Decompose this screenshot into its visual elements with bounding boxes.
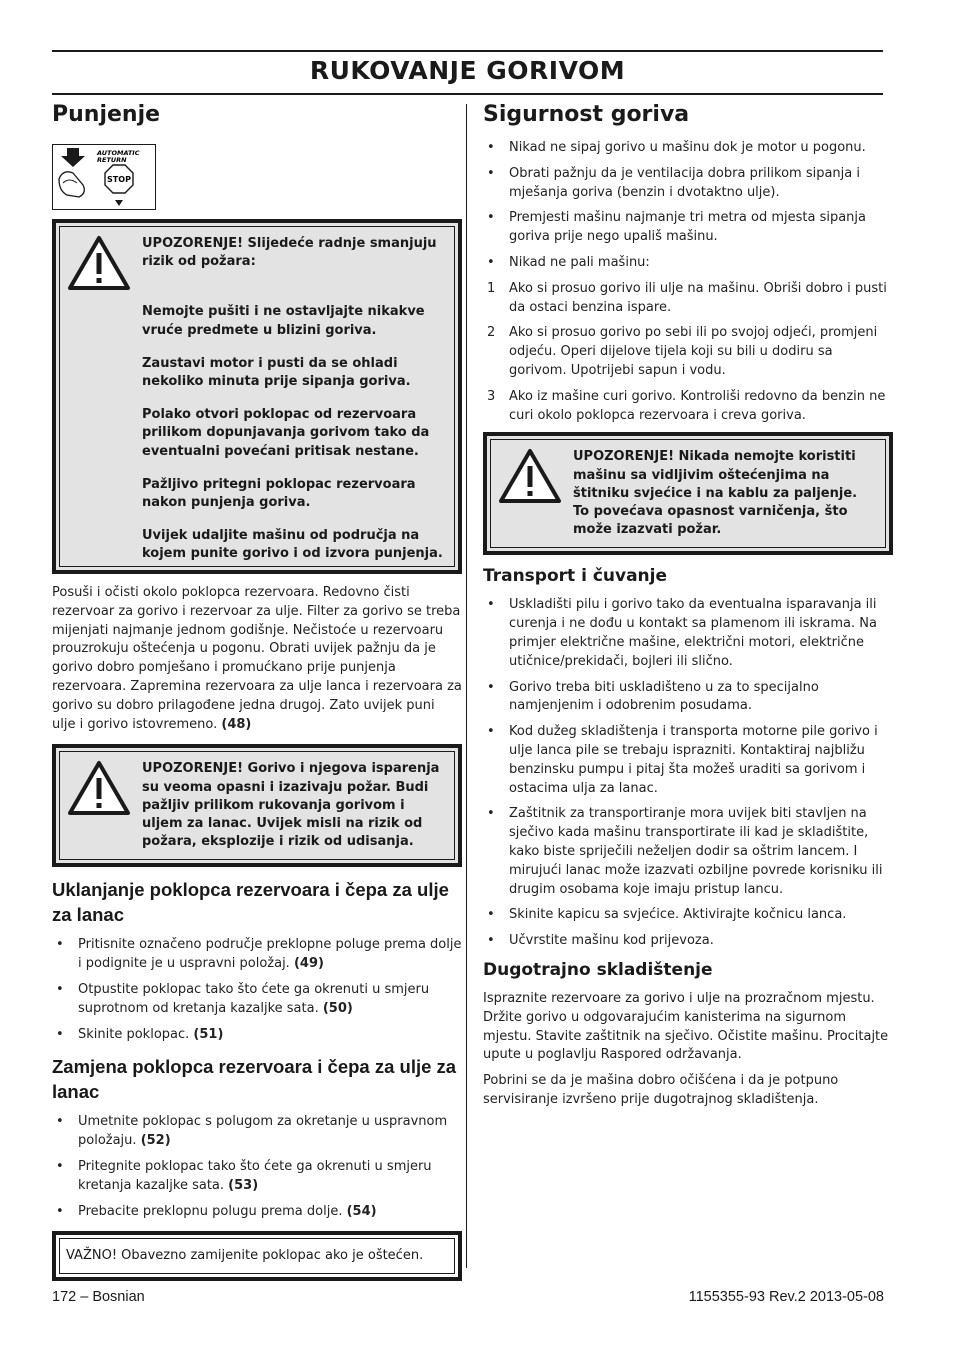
list-item: • Zaštitnik za transportiranje mora uvijek biti stavljen na sječivo kada mašinu transportirate ili kad je skladištite, kako biste spriječili neželjen dodir sa oštrim lancem. I mirujući lanac može izazvati ozbiljne povrede korisniku ili drugim osobama koje imaju pristup lancu. — [487, 806, 883, 897]
svg-text:STOP: STOP — [107, 175, 131, 184]
fuel-safety-list — [483, 139, 893, 425]
automatic-return-stop-icon — [52, 144, 156, 210]
column-divider — [466, 104, 467, 1268]
warning-text: Nemojte pušiti i ne ostavljajte nikakve vruće predmete u blizini goriva. — [142, 304, 425, 338]
important-note: VAŽNO! Obavezno zamijenite poklopac ako je oštećen. — [59, 1238, 455, 1274]
warning-text: Pažljivo pritegni poklopac rezervoara nakon punjenja goriva. — [142, 476, 416, 511]
svg-text:AUTOMATIC: AUTOMATIC — [97, 149, 140, 157]
list-item: • Kod dužeg skladištenja i transporta motorne pile gorivo i ulje lanca pile se trebaju isprazniti. Kontaktiraj najbližu benzinsku pumpu i pitaj šta možeš uraditi sa gorivom i ostacima ulja za lanac. — [487, 724, 878, 796]
list-item: • Premjesti mašinu najmanje tri metra od mjesta sipanja goriva prije nego upališ mašinu. — [487, 210, 866, 245]
top-rule — [52, 50, 883, 52]
removal-heading: Uklanjanje poklopca rezervoara i čepa za ulje za lanac — [52, 879, 449, 926]
numbered-item: 3 Ako iz mašine curi gorivo. Kontroliši redovno da benzin ne curi okolo poklopca rezervoara i creva goriva. — [487, 388, 886, 423]
warning-text: UPOZORENJE! Gorivo i njegova isparenja su veoma opasni i izazivaju požar. Budi pažljiv prilikom rukovanja gorivom i uljem za lanac. Uvijek misli na rizik od požara, eksplozije i rizik od udisanja. — [142, 761, 440, 850]
list-item: • Učvrstite mašinu kod prijevoza. — [487, 933, 714, 949]
list-item: • Umetnite poklopac s polugom za okretanje u uspravnom položaju. (52) — [56, 1114, 448, 1149]
replace-heading: Zamjena poklopca rezervoara i čepa za ulje za lanac — [52, 1056, 457, 1103]
refuel-paragraph-text: Posuši i očisti okolo poklopca rezervoara. Redovno čisti rezervoar za gorivo i rezervoar za ulje. Filter za gorivo se treba mijenjati najmanje jednom godišnje. Nečistoće u rezervoaru prouzrokuju oštećenja u pogonu. Obrati uvijek pažnju da je gorivo dobro pomješano i promućkano prije punjenja rezervoara. Zapremina rezervoara za ulje lanca i rezervoara za gorivo su dobro prilagođene jedna drugoj. Zato uvijek puni ulje i gorivo istovremeno. — [52, 585, 462, 732]
numbered-item: 2 Ako si prosuo gorivo po sebi ili po svojoj odjeći, promjeni odjeću. Operi dijelove tijela koji su bili u dodiru sa gorivom. Upotrijebi sapun i vodu. — [487, 325, 878, 378]
warning-text: UPOZORENJE! Slijedeće radnje smanjuju rizik od požara: — [142, 236, 437, 270]
warning-triangle-icon — [67, 235, 131, 291]
storage-paragraph: Ispraznite rezervoare za gorivo i ulje na prozračnom mjestu. Držite gorivo u odgovarajućim kanisterima na sigurnom mjestu. Stavite zaštitnik na sječivo. Očistite mašinu. Procitajte upute u poglavlju Raspored održavanja. — [483, 990, 889, 1063]
list-item: • Uskladišti pilu i gorivo tako da eventualna isparavanja ili curenja i ne dođu u kontakt sa plamenom ili iskrama. Na primjer električne mašine, električni motori, električne utičnice/prekidači, bojleri ili slično. — [487, 597, 877, 669]
numbered-item: 1 Ako si prosuo gorivo ili ulje na mašinu. Obriši dobro i pusti da ostaci benzina ispare. — [487, 280, 887, 315]
list-item: • Gorivo treba biti uskladišteno u za to specijalno namjenjenim i odobrenim posudama. — [487, 679, 819, 714]
right-column — [483, 100, 893, 1110]
list-item: • Skinite poklopac. (51) — [56, 1026, 224, 1042]
warning-triangle-icon — [498, 448, 562, 504]
transport-heading: Transport i čuvanje — [483, 566, 668, 587]
spark-plug-warning-box — [483, 432, 893, 555]
storage-heading: Dugotrajno skladištenje — [483, 959, 713, 980]
section-heading-sigurnost: Sigurnost goriva — [483, 102, 690, 127]
list-item: • Prebacite preklopnu polugu prema dolje. (54) — [56, 1203, 377, 1219]
refuel-paragraph — [52, 584, 462, 734]
warning-text: Zaustavi motor i pusti da se ohladi nekoliko minuta prije sipanja goriva. — [142, 355, 411, 390]
list-item: • Obrati pažnju da je ventilacija dobra prilikom sipanja i mješanja goriva (benzin i dvotaktno ulje). — [487, 165, 860, 200]
warning-triangle-icon — [67, 760, 131, 816]
fire-risk-warning-box — [52, 219, 462, 574]
footer-document-id: 1155355-93 Rev.2 2013-05-08 — [688, 1289, 884, 1305]
list-item: • Nikad ne pali mašinu: — [487, 254, 650, 270]
warning-text: Polako otvori poklopac od rezervoara prilikom dopunjavanja gorivom tako da eventualni povećani pritisak nestane. — [142, 407, 430, 459]
fuel-vapour-warning-box — [52, 744, 462, 867]
title-rule — [52, 93, 883, 95]
footer-page-number: 172 – Bosnian — [52, 1289, 145, 1305]
section-heading-punjenje: Punjenje — [52, 102, 161, 127]
list-item: • Otpustite poklopac tako što ćete ga okrenuti u smjeru suprotnom od kretanja kazaljke sata. (50) — [56, 981, 430, 1016]
list-item: • Nikad ne sipaj gorivo u mašinu dok je motor u pogonu. — [487, 140, 866, 155]
page-title: RUKOVANJE GORIVOM — [309, 56, 626, 85]
removal-list — [52, 936, 462, 1044]
warning-text: UPOZORENJE! Nikada nemojte koristiti mašinu sa vidljivim oštećenjima na štitniku svjećice i na kablu za paljenje. To povećava opasnost varničenja, što može izazvati požar. — [573, 449, 858, 538]
transport-list — [483, 596, 893, 951]
figure-ref: (48) — [221, 716, 252, 732]
svg-text:RETURN: RETURN — [97, 156, 127, 164]
list-item: • Pritisnite označeno područje preklopne poluge prema dolje i podignite je u uspravni položaj. (49) — [56, 937, 462, 972]
warning-text: Uvijek udaljite mašinu od područja na kojem punite gorivo i od izvora punjenja. — [142, 528, 443, 562]
list-item: • Skinite kapicu sa svjećice. Aktivirajte kočnicu lanca. — [487, 907, 847, 923]
important-note-box — [52, 1231, 462, 1281]
replace-list — [52, 1113, 462, 1221]
storage-paragraph: Pobrini se da je mašina dobro očišćena i da je potpuno servisiranje izvršeno prije dugotrajnog skladištenja. — [483, 1073, 839, 1107]
left-column — [52, 100, 462, 1281]
list-item: • Pritegnite poklopac tako što ćete ga okrenuti u smjeru kretanja kazaljke sata. (53) — [56, 1158, 432, 1193]
